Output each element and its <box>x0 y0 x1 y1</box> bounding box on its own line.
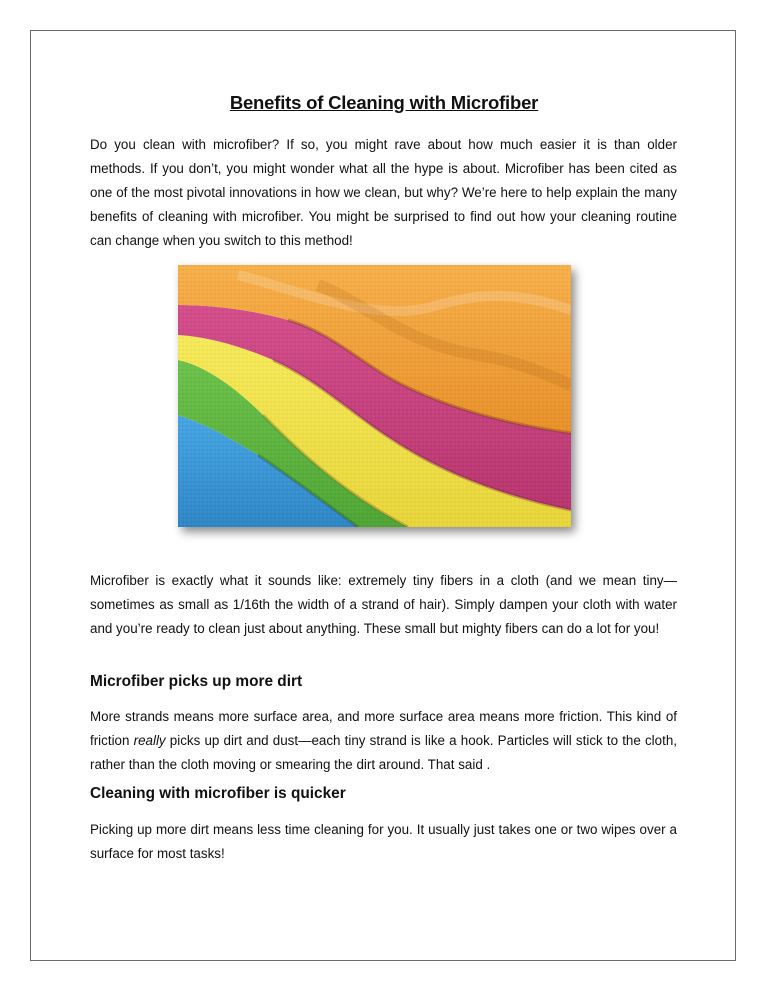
picks-up-dirt-paragraph <box>90 705 677 777</box>
emphasis-really: really <box>133 733 166 748</box>
microfiber-description-paragraph: Microfiber is exactly what it sounds like: extremely tiny fibers in a cloth (and we mean tiny—sometimes as small as 1/16th the width of a strand of hair). Simply dampen your cloth with water and you’re ready to clean just about anything. These small but mighty fibers can do a lot for you! <box>90 573 677 636</box>
picks-up-dirt-text-end: picks up dirt and dust—each tiny strand is like a hook. Particles will stick to the cloth, rather than the cloth moving or smearing the dirt around. That said . <box>90 733 677 772</box>
section-heading-picks-up-dirt: Microfiber picks up more dirt <box>90 673 303 690</box>
quicker-paragraph: Picking up more dirt means less time cleaning for you. It usually just takes one or two wipes over a surface for most tasks! <box>90 822 677 861</box>
section-heading-quicker: Cleaning with microfiber is quicker <box>90 785 346 802</box>
intro-paragraph: Do you clean with microfiber? If so, you might rave about how much easier it is than older methods. If you don’t, you might wonder what all the hype is about. Microfiber has been cited as one of the most pivotal innovations in how we clean, but why? We’re here to help explain the many benefits of cleaning with microfiber. You might be surprised to find out how your cleaning routine can change when you switch to this method! <box>90 137 677 248</box>
document-title: Benefits of Cleaning with Microfiber <box>229 92 539 113</box>
picks-up-dirt-text-start: More strands means more surface area, and more surface area means more friction. This kind of friction <box>90 709 677 748</box>
microfiber-cloths-photo <box>178 265 571 527</box>
